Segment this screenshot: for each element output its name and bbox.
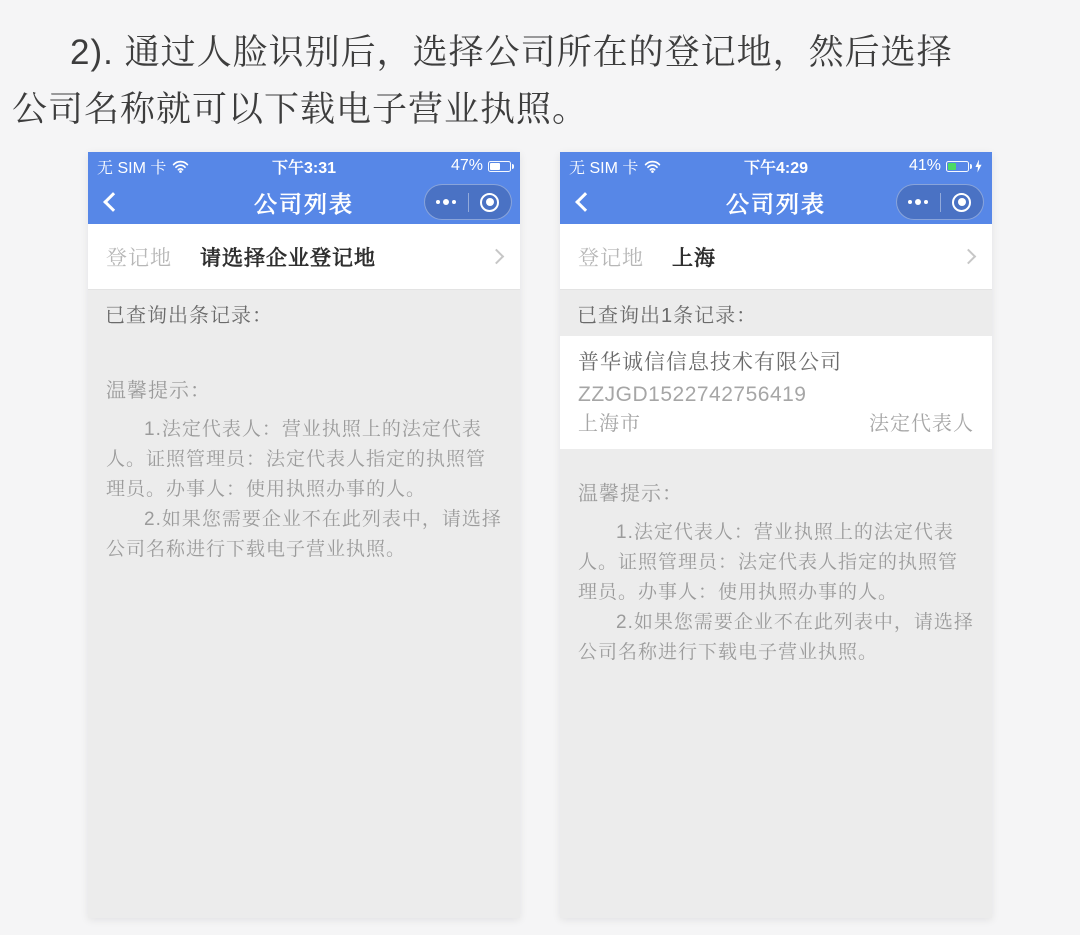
- battery-icon: [946, 161, 969, 172]
- carrier-label: 无 SIM 卡: [569, 159, 639, 177]
- exit-icon[interactable]: [941, 185, 984, 219]
- registration-place-label: 登记地: [106, 246, 172, 270]
- exit-icon[interactable]: [469, 185, 512, 219]
- result-count-label: 已查询出1条记录：: [577, 304, 758, 327]
- status-bar: [560, 152, 992, 180]
- page-title: 公司列表: [726, 190, 826, 217]
- phone-screenshot-right: [560, 152, 992, 918]
- company-city: 上海市: [578, 413, 641, 435]
- back-icon[interactable]: [103, 192, 123, 212]
- screenshot-pair: [88, 152, 1080, 918]
- tips-section: [560, 477, 992, 668]
- registration-place-value: 上海: [672, 246, 716, 270]
- battery-percent: 41%: [908, 157, 941, 174]
- page-title: 公司列表: [254, 190, 354, 217]
- tips-paragraph-2: 2.如果您需要企业不在此列表中，请选择公司名称进行下载电子营业执照。: [578, 612, 974, 663]
- phone-screenshot-left: [88, 152, 520, 918]
- screen-body: [560, 224, 992, 918]
- nav-bar: [88, 180, 520, 224]
- status-bar: [88, 152, 520, 180]
- company-name: 普华诚信信息技术有限公司: [578, 351, 842, 374]
- chevron-right-icon: [489, 249, 505, 265]
- back-icon[interactable]: [575, 192, 595, 212]
- tips-title: 温馨提示：: [106, 380, 211, 402]
- registration-place-row[interactable]: [88, 224, 520, 290]
- miniprogram-capsule: [424, 184, 512, 220]
- registration-place-label: 登记地: [578, 246, 644, 270]
- carrier-label: 无 SIM 卡: [97, 159, 167, 177]
- nav-bar: [560, 180, 992, 224]
- more-icon[interactable]: [897, 185, 940, 219]
- chevron-right-icon: [961, 249, 977, 265]
- tips-paragraph-1: 1.法定代表人：营业执照上的法定代表人。证照管理员：法定代表人指定的执照管理员。办事人：使用执照办事的人。: [106, 419, 487, 500]
- tips-section: [88, 374, 520, 565]
- miniprogram-capsule: [896, 184, 984, 220]
- screen-body: [88, 224, 520, 918]
- result-count-label: 已查询出条记录：: [105, 304, 273, 327]
- company-code: ZZJGD1522742756419: [578, 383, 807, 406]
- more-icon[interactable]: [425, 185, 468, 219]
- tips-title: 温馨提示：: [578, 483, 683, 505]
- company-list-item[interactable]: [560, 336, 992, 449]
- registration-place-value: 请选择企业登记地: [200, 246, 376, 270]
- registration-place-row[interactable]: [560, 224, 992, 290]
- status-time: 下午4:29: [743, 159, 809, 177]
- status-time: 下午3:31: [271, 159, 337, 177]
- company-role: 法定代表人: [869, 413, 974, 435]
- heading-line-1: 2). 通过人脸识别后，选择公司所在的登记地，然后选择: [70, 33, 953, 72]
- heading-line-2: 公司名称就可以下载电子营业执照。: [12, 90, 589, 129]
- battery-icon: [488, 161, 511, 172]
- tips-paragraph-2: 2.如果您需要企业不在此列表中，请选择公司名称进行下载电子营业执照。: [106, 509, 502, 560]
- instruction-heading: [0, 0, 1080, 138]
- tips-paragraph-1: 1.法定代表人：营业执照上的法定代表人。证照管理员：法定代表人指定的执照管理员。办事人：使用执照办事的人。: [578, 522, 959, 603]
- charging-icon: [974, 160, 983, 173]
- battery-percent: 47%: [450, 157, 483, 174]
